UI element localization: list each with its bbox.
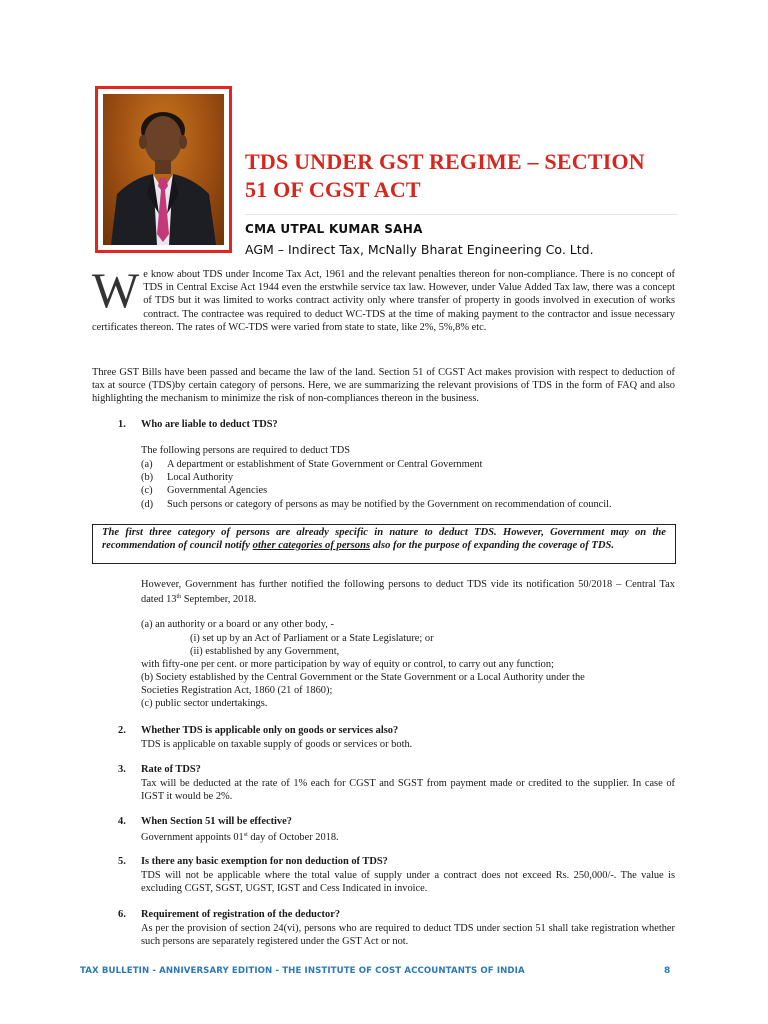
title-line-2: 51 OF CGST ACT [245,177,421,202]
notification-text-a: However, Government has further notified the following persons to deduct TDS vide its notification 50/2018 – Central Tax dated 13 [141,579,675,606]
question-6-answer: As per the provision of section 24(vi), persons who are required to deduct TDS under section 51 shall take registration whether such persons are separately registered under the GST Act or not. [141,923,675,948]
list-item-label: (b) [141,472,154,484]
intro-paragraph-1 [92,262,675,334]
notification-b-line-1: (b) Society established by the Central Government or the State Government or a Local Authority under the [141,672,585,683]
question-4-answer-a: Government appoints 01 [141,832,244,843]
question-1-list [141,458,675,511]
question-2-title: Whether TDS is applicable only on goods or services also? [141,725,399,736]
highlight-text-2: also for the purpose of expanding the coverage of TDS. [370,540,615,552]
title-line-1: TDS UNDER GST REGIME – SECTION [245,149,645,174]
author-designation: AGM – Indirect Tax, McNally Bharat Engineering Co. Ltd. [245,242,594,257]
list-item-text: Local Authority [167,472,234,484]
notification-b-line-2: Societies Registration Act, 1860 (21 of 1860); [141,685,333,696]
question-4-answer [141,829,675,844]
question-5-answer: TDS will not be applicable where the total value of supply under a contract does not exceed Rs. 250,000/-. The value is excluding CGST, SGST, UGST, IGST and Cess Indicated in invoice. [141,870,675,895]
page-number: 8 [664,966,671,976]
question-5-number: 5. [118,856,126,867]
list-item-text: Such persons or category of persons as may be notified by the Government on recommendation of council. [167,498,612,510]
notification-with-line: with fifty-one per cent. or more participation by way of equity or control, to carry out any function; [141,659,554,670]
notification-i-line: (i) set up by an Act of Parliament or a State Legislature; or [190,633,434,644]
notification-paragraph [141,578,675,606]
notification-sup: th [176,594,182,601]
highlight-text-1: The first three category of persons are already specific in nature to deduct TDS. However, Government may on the recommendation of council notify [102,527,666,552]
footer-text: TAX BULLETIN - ANNIVERSARY EDITION - THE INSTITUTE OF COST ACCOUNTANTS OF INDIA [80,966,525,976]
question-3-number: 3. [118,764,126,775]
question-1-lead: The following persons are required to deduct TDS [141,445,351,456]
notification-c-line: (c) public sector undertakings. [141,698,268,709]
list-item-label: (a) [141,459,153,470]
question-1-title: Who are liable to deduct TDS? [141,419,278,430]
article-title [245,148,685,204]
question-6-title: Requirement of registration of the deductor? [141,909,341,920]
question-2-answer: TDS is applicable on taxable supply of goods or services or both. [141,739,413,750]
list-item [141,484,675,497]
question-4-sup: st [243,832,248,838]
drop-cap: W [92,262,140,318]
question-3-title: Rate of TDS? [141,764,201,775]
highlight-underlined: other categories of persons [252,540,371,552]
list-item-text: Governmental Agencies [167,485,268,497]
author-photo-frame [95,86,232,253]
highlight-box [92,524,676,564]
question-1-number: 1. [118,419,126,430]
question-5-title: Is there any basic exemption for non deduction of TDS? [141,856,388,867]
list-item-label: (d) [141,498,154,510]
list-item-label: (c) [141,485,153,497]
intro-paragraph-2: Three GST Bills have been passed and became the law of the land. Section 51 of CGST Act makes provision with respect to deduction of tax at source (TDS)by certain category of persons. Here, we are summarizing the relevant provisions of TDS in the form of FAQ and also highlighting the mechanism to minimize the risk of non-compliances thereon in the business. [92,367,675,405]
notification-ii-line: (ii) established by any Government, [190,646,340,657]
question-4-title: When Section 51 will be effective? [141,816,292,827]
question-3-answer: Tax will be deducted at the rate of 1% each for CGST and SGST from payment made or credited to the supplier. In case of IGST it would be 2%. [141,778,675,803]
intro-paragraph-1-text: e know about TDS under Income Tax Act, 1961 and the relevant penalties thereon for non-compliance. There is no concept of TDS in Central Excise Act 1944 even the erstwhile service tax law. However, under Value Added Tax law, there was a concept of TDS but it was limited to works contract activity only where transfer of property in goods involved in execution of works contract. The contractee was required to deduct WC-TDS at the time of making payment to the contractor and issue necessary certificates thereon. The rates of WC-TDS were varied from state to state, like 2%, 5%,8% etc. [92,269,675,333]
question-4-answer-b: day of October 2018. [247,832,339,843]
question-6-number: 6. [118,909,126,920]
list-item [141,471,675,484]
question-4-number: 4. [118,816,126,827]
author-name: CMA UTPAL KUMAR SAHA [245,222,423,236]
question-2-number: 2. [118,725,126,736]
list-item [141,498,675,511]
list-item [141,458,675,471]
author-photo [103,94,224,245]
title-divider [245,214,677,215]
list-item-text: A department or establishment of State Government or Central Government [167,459,483,470]
notification-text-b: September, 2018. [181,594,257,606]
notification-a-line: (a) an authority or a board or any other body, - [141,619,334,630]
